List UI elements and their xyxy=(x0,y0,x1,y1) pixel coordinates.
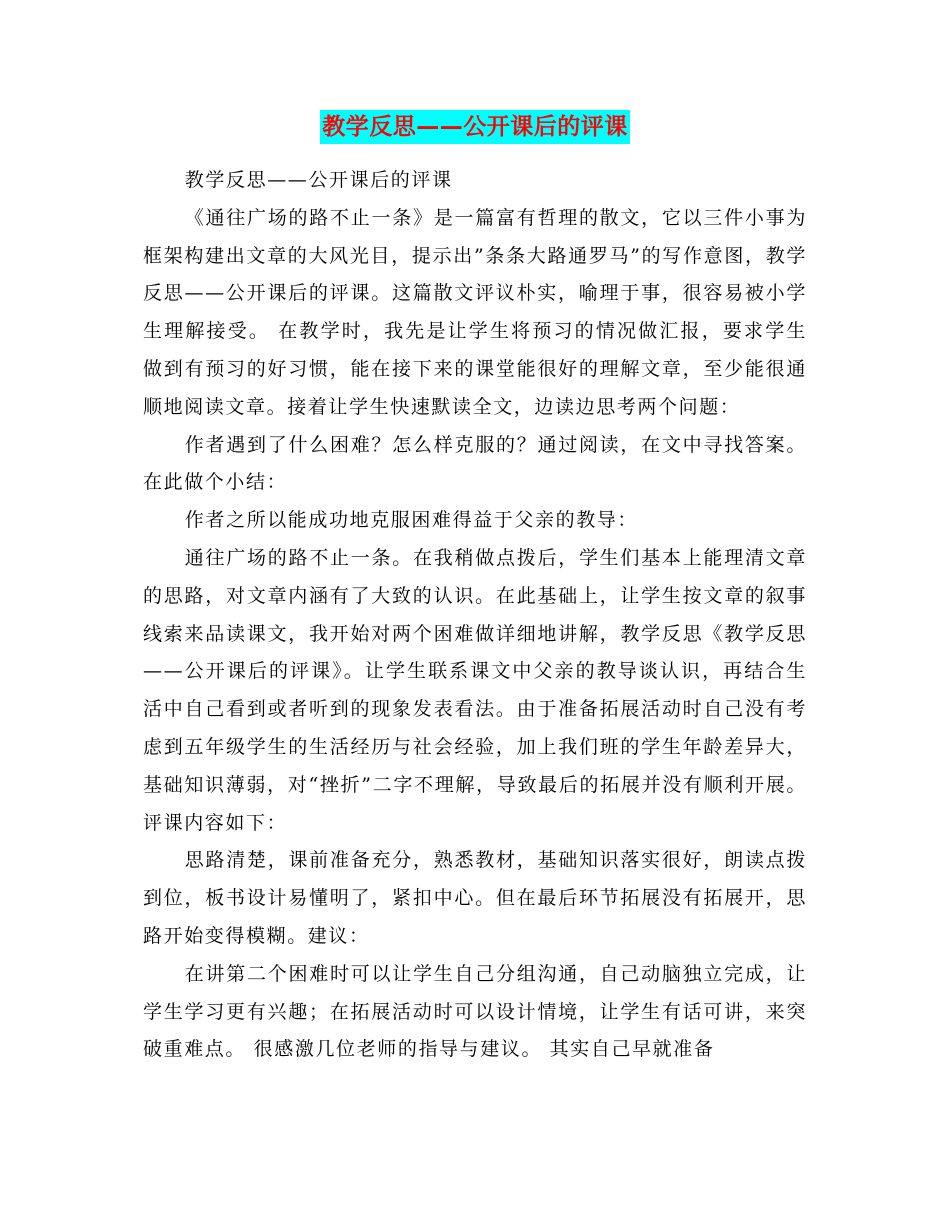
title-row xyxy=(143,110,807,144)
paragraph: 思路清楚，课前准备充分，熟悉教材，基础知识落实很好，朗读点拨到位，板书设计易懂明了，紧扣中心。但在最后环节拓展没有拓展开，思路开始变得模糊。建议： xyxy=(143,849,807,947)
paragraph: 通往广场的路不止一条。在我稍做点拨后，学生们基本上能理清文章的思路，对文章内涵有了大致的认识。在此基础上，让学生按文章的叙事线索来品读课文，我开始对两个困难做详细地讲解，教学反思《教学反思——公开课后的评课》。让学生联系课文中父亲的教导谈认识，再结合生活中自己看到或者听到的现象发表看法。由于准备拓展活动时自己没有考虑到五年级学生的生活经历与社会经验，加上我们班的学生年龄差异大，基础知识薄弱，对“挫折”二字不理解，导致最后的拓展并没有顺利开展。 评课内容如下： xyxy=(143,546,807,834)
paragraph: 作者之所以能成功地克服困难得益于父亲的教导： xyxy=(184,509,638,532)
document-title: 教学反思——公开课后的评课 xyxy=(320,110,630,144)
paragraph: 作者遇到了什么困难？怎么样克服的？通过阅读，在文中寻找答案。在此做个小结： xyxy=(143,433,807,494)
document-body xyxy=(143,162,807,1069)
paragraph: 《通往广场的路不止一条》是一篇富有哲理的散文，它以三件小事为框架构建出文章的大风光目，提示出”条条大路通罗马”的写作意图，教学反思——公开课后的评课。这篇散文评议朴实，喻理于事，很容易被小学生理解接受。 在教学时，我先是让学生将预习的情况做汇报，要求学生做到有预习的好习惯，能在接下来的课堂能很好的理解文章，至少能很通顺地阅读文章。接着让学生快速默读全文，边读边思考两个问题： xyxy=(143,206,807,418)
paragraph-subtitle: 教学反思——公开课后的评课 xyxy=(184,169,453,191)
paragraph: 在讲第二个困难时可以让学生自己分组沟通，自己动脑独立完成，让学生学习更有兴趣；在拓展活动时可以设计情境，让学生有话可讲，来突破重难点。 很感激几位老师的指导与建议。 其实自己早就准备 xyxy=(143,962,807,1061)
document-page xyxy=(143,0,807,1230)
